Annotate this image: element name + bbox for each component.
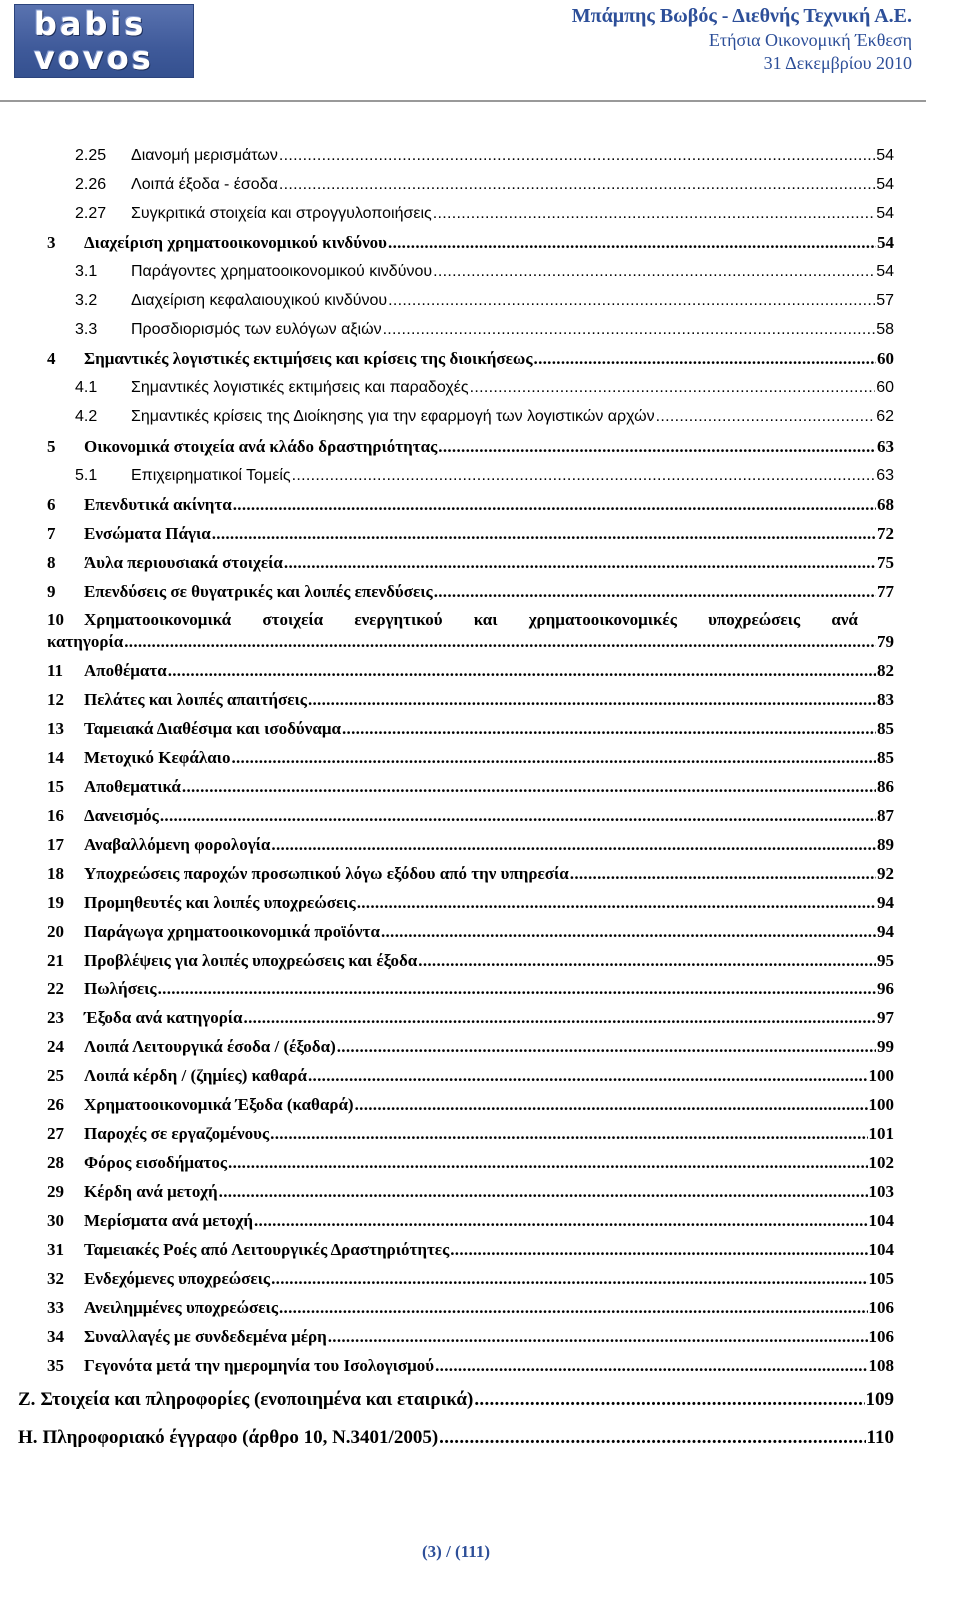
toc-number: 27 [47,1124,64,1143]
toc-page-number: 72 [877,524,894,543]
toc-title: Διαχείριση χρηματοοικονομικού κινδύνου [84,233,388,252]
toc-entry[interactable] [75,261,894,283]
toc-page-number: 60 [877,349,894,368]
toc-leader-dots [308,689,876,711]
toc-title-word: και [473,610,498,629]
toc-leader-dots [219,1181,868,1203]
toc-number: 5.1 [75,467,98,484]
toc-page-number: 108 [868,1356,894,1375]
toc-title: Διανομή μερισμάτων [131,147,278,164]
toc-title: Προμηθευτές και λοιπές υποχρεώσεις [84,893,356,912]
toc-entry[interactable] [75,377,894,399]
toc-title: Σημαντικές λογιστικές εκτιμήσεις και παραδοχές [131,379,469,396]
toc-page-number: 106 [868,1327,894,1346]
toc-entry[interactable] [47,494,894,516]
toc-entry[interactable] [47,689,894,711]
toc-page-number: 60 [876,379,894,396]
toc-leader-dots [279,145,875,167]
toc-leader-dots [656,406,876,428]
toc-number: 25 [47,1066,64,1085]
toc-entry[interactable] [18,1389,894,1411]
toc-leader-dots [270,1123,867,1145]
toc-title: Αποθέματα [84,661,167,680]
toc-entry[interactable] [47,863,894,885]
toc-entry[interactable] [47,581,894,603]
toc-page-number: 85 [877,748,894,767]
toc-number: Η. [18,1427,38,1448]
toc-page-number: 95 [877,951,894,970]
toc-title: Λοιπά Λειτουργικά έσοδα / (έξοδα) [84,1037,336,1056]
toc-leader-dots [212,523,876,545]
toc-page-number: 54 [876,263,894,280]
toc-title-word: ανά [831,610,858,629]
toc-number: 20 [47,922,64,941]
toc-page-number: 109 [865,1389,894,1410]
toc-leader-dots [418,950,876,972]
toc-entry[interactable] [47,1036,894,1058]
toc-entry[interactable] [47,834,894,856]
toc-leader-dots [438,436,876,458]
toc-number: 14 [47,748,64,767]
toc-leader-dots [279,1297,868,1319]
toc-number: 19 [47,893,64,912]
toc-number: 6 [47,495,56,514]
toc-number: 5 [47,437,56,456]
toc-leader-dots [328,1326,868,1348]
toc-title-word: ενεργητικού [354,610,443,629]
toc-leader-dots [160,805,876,827]
toc-number: 21 [47,951,64,970]
toc-entry[interactable] [75,465,894,487]
toc-title: Ταμειακές Ροές από Λειτουργικές Δραστηριότητες [84,1240,450,1259]
toc-leader-dots [271,834,876,856]
toc-title: Επιχειρηματικοί Τομείς [131,467,291,484]
toc-page-number: 77 [877,582,894,601]
toc-leader-dots [433,203,875,225]
header-company: Μπάμπης Βωβός - Διεθνής Τεχνική Α.Ε. [571,5,912,27]
toc-number: 15 [47,777,64,796]
toc-entry[interactable] [47,921,894,943]
toc-leader-dots [434,581,876,603]
toc-entry[interactable] [75,174,894,196]
toc-entry[interactable] [75,290,894,312]
toc-page-number: 96 [877,979,894,998]
toc-entry[interactable] [47,892,894,914]
toc-leader-dots [534,348,876,370]
toc-title: Λοιπά έξοδα - έσοδα [131,176,278,193]
toc-number: 2.25 [75,147,107,164]
toc-number: 3.2 [75,292,98,309]
toc-title: Συναλλαγές με συνδεδεμένα μέρη [84,1327,327,1346]
toc-number: 23 [47,1008,64,1027]
toc-number: 26 [47,1095,64,1114]
toc-leader-dots [388,290,875,312]
toc-page-number: 94 [877,922,894,941]
toc-leader-dots [228,1152,867,1174]
toc-title [84,609,858,631]
toc-number: 22 [47,979,64,998]
toc-entry[interactable] [47,348,894,370]
toc-leader-dots [355,1094,868,1116]
toc-number: 29 [47,1182,64,1201]
toc-title: Πληροφοριακό έγγραφο (άρθρο 10, Ν.3401/2005) [42,1427,439,1448]
toc-title: Συγκριτικά στοιχεία και στρογγυλοποιήσεις [131,205,432,222]
toc-title: Λοιπά κέρδη / (ζημίες) καθαρά [84,1066,307,1085]
toc-title: Δανεισμός [84,806,159,825]
toc-entry[interactable] [47,1239,894,1261]
toc-title: Κέρδη ανά μετοχή [84,1182,218,1201]
toc-title: Ανειλημμένες υποχρεώσεις [84,1298,278,1317]
toc-entry-10-line1[interactable] [47,609,858,631]
toc-entry[interactable] [47,1268,894,1290]
header-date: 31 Δεκεμβρίου 2010 [763,53,912,73]
toc-entry[interactable] [47,805,894,827]
toc-page-number: 87 [877,806,894,825]
toc-title-word: χρηματοοικονομικές [528,610,677,629]
toc-number: 4.1 [75,379,98,396]
toc-page-number: 106 [868,1298,894,1317]
toc-title: Ταμειακά Διαθέσιμα και ισοδύναμα [84,719,341,738]
toc-leader-dots [433,261,875,283]
toc-leader-dots [308,1065,868,1087]
toc-entry[interactable] [75,319,894,341]
toc-entry[interactable] [47,1326,894,1348]
toc-leader-dots [254,1210,868,1232]
toc-title: Πωλήσεις [84,979,157,998]
toc-leader-dots [271,1268,867,1290]
toc-entry[interactable] [47,1094,894,1116]
toc-page-number: 86 [877,777,894,796]
toc-number: Ζ. [18,1389,36,1410]
toc-leader-dots [279,174,875,196]
toc-leader-dots [388,232,876,254]
logo-text-line2: vovos [34,39,154,77]
toc-entry[interactable] [75,145,894,167]
toc-page-number: 62 [876,408,894,425]
toc-entry[interactable] [47,718,894,740]
toc-number: 16 [47,806,64,825]
toc-page-number: 54 [876,147,894,164]
toc-number: 2.27 [75,205,107,222]
toc-number: 18 [47,864,64,883]
toc-title: Επενδυτικά ακίνητα [84,495,232,514]
toc-number: 3.1 [75,263,98,280]
toc-title: Σημαντικές κρίσεις της Διοίκησης για την εφαρμογή των λογιστικών αρχών [131,408,655,425]
toc-entry[interactable] [47,747,894,769]
toc-number: 32 [47,1269,64,1288]
toc-number: 24 [47,1037,64,1056]
toc-page-number: 92 [877,864,894,883]
toc-page-number: 63 [877,437,894,456]
toc-title: Φόρος εισοδήματος [84,1153,228,1172]
header-report-title: Ετήσια Οικονομική Έκθεση [708,30,912,50]
toc-number: 7 [47,524,56,543]
toc-title-word: στοιχεία [262,610,324,629]
toc-page-number: 102 [868,1153,894,1172]
toc-title-word: Χρηματοοικονομικά [84,610,232,629]
toc-number: 13 [47,719,64,738]
toc-entry[interactable] [47,1210,894,1232]
toc-leader-dots [124,631,876,653]
toc-page-number: 57 [876,292,894,309]
toc-title: Επενδύσεις σε θυγατρικές και λοιπές επενδύσεις [84,582,433,601]
toc-number: 4.2 [75,408,98,425]
toc-entry[interactable] [47,950,894,972]
toc-number: 2.26 [75,176,107,193]
toc-number: 31 [47,1240,64,1259]
toc-leader-dots [474,1389,864,1411]
toc-page-number: 68 [877,495,894,514]
toc-page-number: 58 [876,321,894,338]
toc-leader-dots [435,1355,867,1377]
toc-entry[interactable] [75,406,894,428]
toc-title: Άυλα περιουσιακά στοιχεία [84,553,283,572]
toc-title: Μετοχικό Κεφάλαιο [84,748,231,767]
toc-title: Πελάτες και λοιπές απαιτήσεις [84,690,307,709]
toc-title: Σημαντικές λογιστικές εκτιμήσεις και κρίσεις της διοικήσεως [84,349,533,368]
toc-number: 12 [47,690,64,709]
toc-page-number: 94 [877,893,894,912]
toc-title: Στοιχεία και πληροφορίες (ενοποιημένα και εταιρικά) [40,1389,474,1410]
toc-leader-dots [439,1427,865,1449]
toc-entry[interactable] [47,1297,894,1319]
toc-number: 8 [47,553,56,572]
toc-entry[interactable] [75,203,894,225]
toc-page-number: 101 [868,1124,894,1143]
toc-leader-dots [292,465,876,487]
toc-number: 35 [47,1356,64,1375]
toc-page-number: 54 [876,205,894,222]
toc-page-number: 79 [877,632,894,651]
toc-entry[interactable] [47,1152,894,1174]
toc-entry-10-line2[interactable] [47,631,894,653]
toc-leader-dots [342,718,876,740]
toc-number: 9 [47,582,56,601]
toc-entry[interactable] [47,1181,894,1203]
toc-page-number: 104 [868,1211,894,1230]
page-indicator: (3) / (111) [422,1542,490,1561]
toc-title: Οικονομικά στοιχεία ανά κλάδο δραστηριότητας [84,437,438,456]
toc-title-continued: κατηγορία [47,632,124,651]
toc-number: 3 [47,233,56,252]
toc-entry[interactable] [47,660,894,682]
toc-page-number: 105 [868,1269,894,1288]
toc-entry[interactable] [47,1065,894,1087]
toc-page-number: 75 [877,553,894,572]
toc-title: Παράγωγα χρηματοοικονομικά προϊόντα [84,922,380,941]
toc-entry[interactable] [47,776,894,798]
toc-number: 30 [47,1211,64,1230]
toc-page-number: 110 [866,1427,894,1448]
toc-number: 17 [47,835,64,854]
toc-number: 3.3 [75,321,98,338]
toc-number: 10 [47,610,64,629]
logo-text-line1: babis [34,5,147,43]
toc-page-number: 63 [876,467,894,484]
toc-leader-dots [158,978,876,1000]
toc-page-number: 100 [868,1066,894,1085]
toc-leader-dots [182,776,876,798]
toc-page-number: 54 [877,233,894,252]
toc-title: Έξοδα ανά κατηγορία [84,1008,243,1027]
toc-title: Υποχρεώσεις παροχών προσωπικού λόγω εξόδου από την υπηρεσία [84,864,569,883]
toc-leader-dots [284,552,876,574]
toc-page-number: 83 [877,690,894,709]
toc-page-number: 82 [877,661,894,680]
toc-leader-dots [381,921,876,943]
toc-leader-dots [570,863,876,885]
toc-leader-dots [450,1239,867,1261]
toc-entry[interactable] [47,1355,894,1377]
toc-entry[interactable] [18,1427,894,1449]
toc-title: Προσδιορισμός των ευλόγων αξιών [131,321,382,338]
toc-number: 33 [47,1298,64,1317]
toc-leader-dots [470,377,876,399]
toc-title: Μερίσματα ανά μετοχή [84,1211,253,1230]
toc-page-number: 97 [877,1008,894,1027]
toc-page-number: 100 [868,1095,894,1114]
toc-title: Χρηματοοικονομικά Έξοδα (καθαρά) [84,1095,354,1114]
toc-entry[interactable] [47,552,894,574]
toc-title: Ενσώματα Πάγια [84,524,211,543]
toc-title: Αναβαλλόμενη φορολογία [84,835,271,854]
toc-entry[interactable] [47,1007,894,1029]
toc-entry[interactable] [47,978,894,1000]
toc-leader-dots [357,892,876,914]
toc-page-number: 99 [877,1037,894,1056]
toc-page-number: 104 [868,1240,894,1259]
toc-page-number: 85 [877,719,894,738]
toc-page-number: 89 [877,835,894,854]
toc-entry[interactable] [47,436,894,458]
toc-page-number: 54 [876,176,894,193]
toc-entry[interactable] [47,523,894,545]
toc-entry[interactable] [47,232,894,254]
toc-leader-dots [244,1007,876,1029]
toc-entry[interactable] [47,1123,894,1145]
toc-number: 11 [47,661,64,680]
toc-number: 4 [47,349,56,368]
toc-title: Παροχές σε εργαζομένους [84,1124,270,1143]
toc-title-word: υποχρεώσεις [708,610,801,629]
toc-title: Αποθεματικά [84,777,181,796]
toc-leader-dots [231,747,876,769]
toc-title: Προβλέψεις για λοιπές υποχρεώσεις και έξοδα [84,951,418,970]
toc-page-number: 103 [868,1182,894,1201]
toc-title: Ενδεχόμενες υποχρεώσεις [84,1269,271,1288]
toc-number: 28 [47,1153,64,1172]
toc-leader-dots [383,319,876,341]
toc-leader-dots [337,1036,876,1058]
toc-leader-dots [168,660,876,682]
toc-title: Γεγονότα μετά την ημερομηνία του Ισολογισμού [84,1356,435,1375]
toc-title: Παράγοντες χρηματοοικονομικού κινδύνου [131,263,433,280]
toc-title: Διαχείριση κεφαλαιουχικού κινδύνου [131,292,388,309]
toc-number: 34 [47,1327,64,1346]
toc-leader-dots [233,494,876,516]
